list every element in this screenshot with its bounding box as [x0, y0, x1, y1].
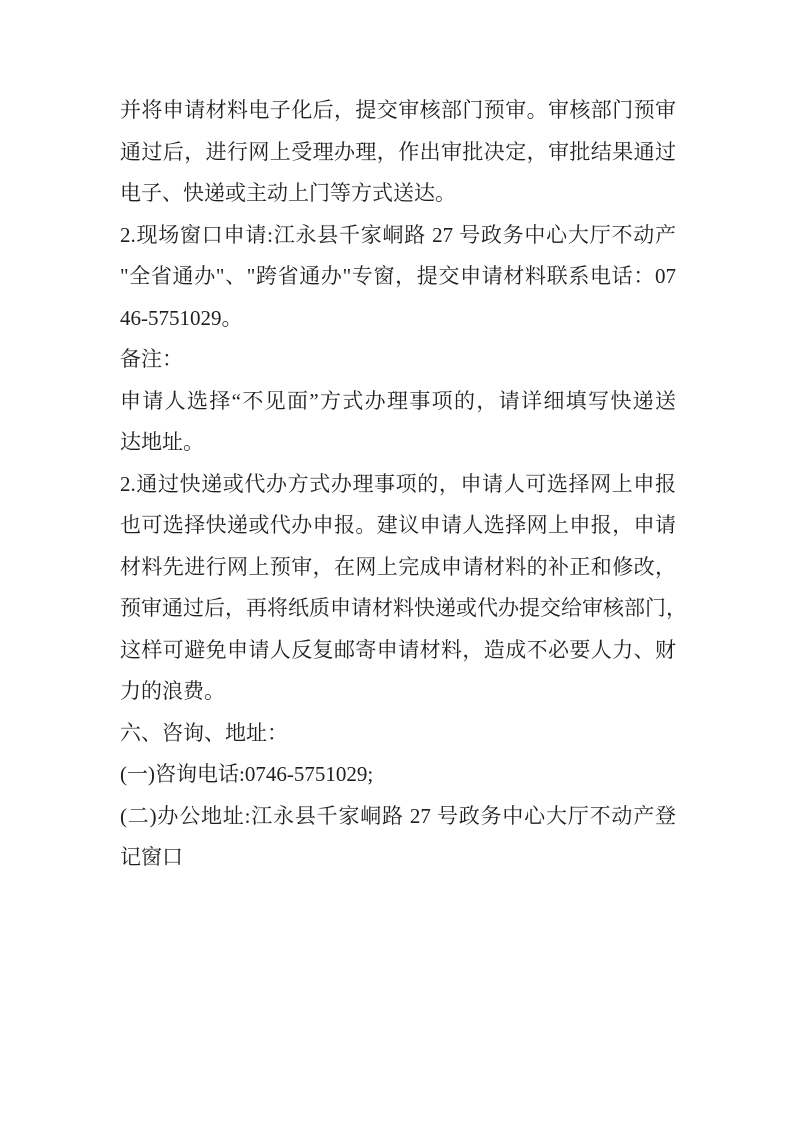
paragraph-consult-phone — [120, 754, 676, 796]
text-line: 这样可避免申请人反复邮寄申请材料，造成不必要人力、财 — [120, 637, 676, 662]
paragraph-remark-no-meeting — [120, 381, 676, 464]
text-line: 46-5751029。 — [120, 305, 243, 330]
paragraph-remark-label — [120, 339, 676, 381]
text-line: 申请人选择“不见面”方式办理事项的，请详细填写快递送 — [120, 388, 676, 413]
text-line: 备注： — [120, 347, 183, 371]
text-line: 2.通过快递或代办方式办理事项的，申请人可选择网上申报 — [120, 471, 676, 496]
text-line: 力的浪费。 — [120, 679, 225, 703]
paragraph-onsite-window-application — [120, 215, 676, 340]
text-line: (一)咨询电话:0746-5751029; — [120, 762, 374, 786]
text-line: 2.现场窗口申请:江永县千家峒路 27 号政务中心大厅不动产 — [120, 222, 676, 247]
text-line: 达地址。 — [120, 430, 204, 454]
text-line: 也可选择快递或代办申报。建议申请人选择网上申报，申请 — [120, 513, 676, 537]
text-line: 记窗口 — [120, 845, 183, 869]
paragraph-remark-express-agent — [120, 464, 687, 713]
text-line: 六、咨询、地址： — [120, 720, 288, 745]
text-line: 电子、快递或主动上门等方式送达。 — [120, 181, 456, 205]
text-line: 材料先进行网上预审，在网上完成申请材料的补正和修改， — [120, 554, 676, 579]
text-line: 预审通过后，再将纸质申请材料快递或代办提交给审核部门， — [120, 596, 687, 620]
text-line: "全省通办"、"跨省通办"专窗，提交申请材料联系电话：07 — [120, 264, 676, 288]
paragraph-pre-review-delivery — [120, 90, 676, 215]
paragraph-office-address — [120, 796, 676, 879]
text-line: 通过后，进行网上受理办理，作出审批决定，审批结果通过 — [120, 139, 676, 164]
document-body — [120, 90, 687, 879]
text-line: (二)办公地址:江永县千家峒路 27 号政务中心大厅不动产登 — [120, 803, 676, 828]
section-heading-consult-address — [120, 713, 676, 755]
text-line: 并将申请材料电子化后，提交审核部门预审。审核部门预审 — [120, 98, 676, 122]
